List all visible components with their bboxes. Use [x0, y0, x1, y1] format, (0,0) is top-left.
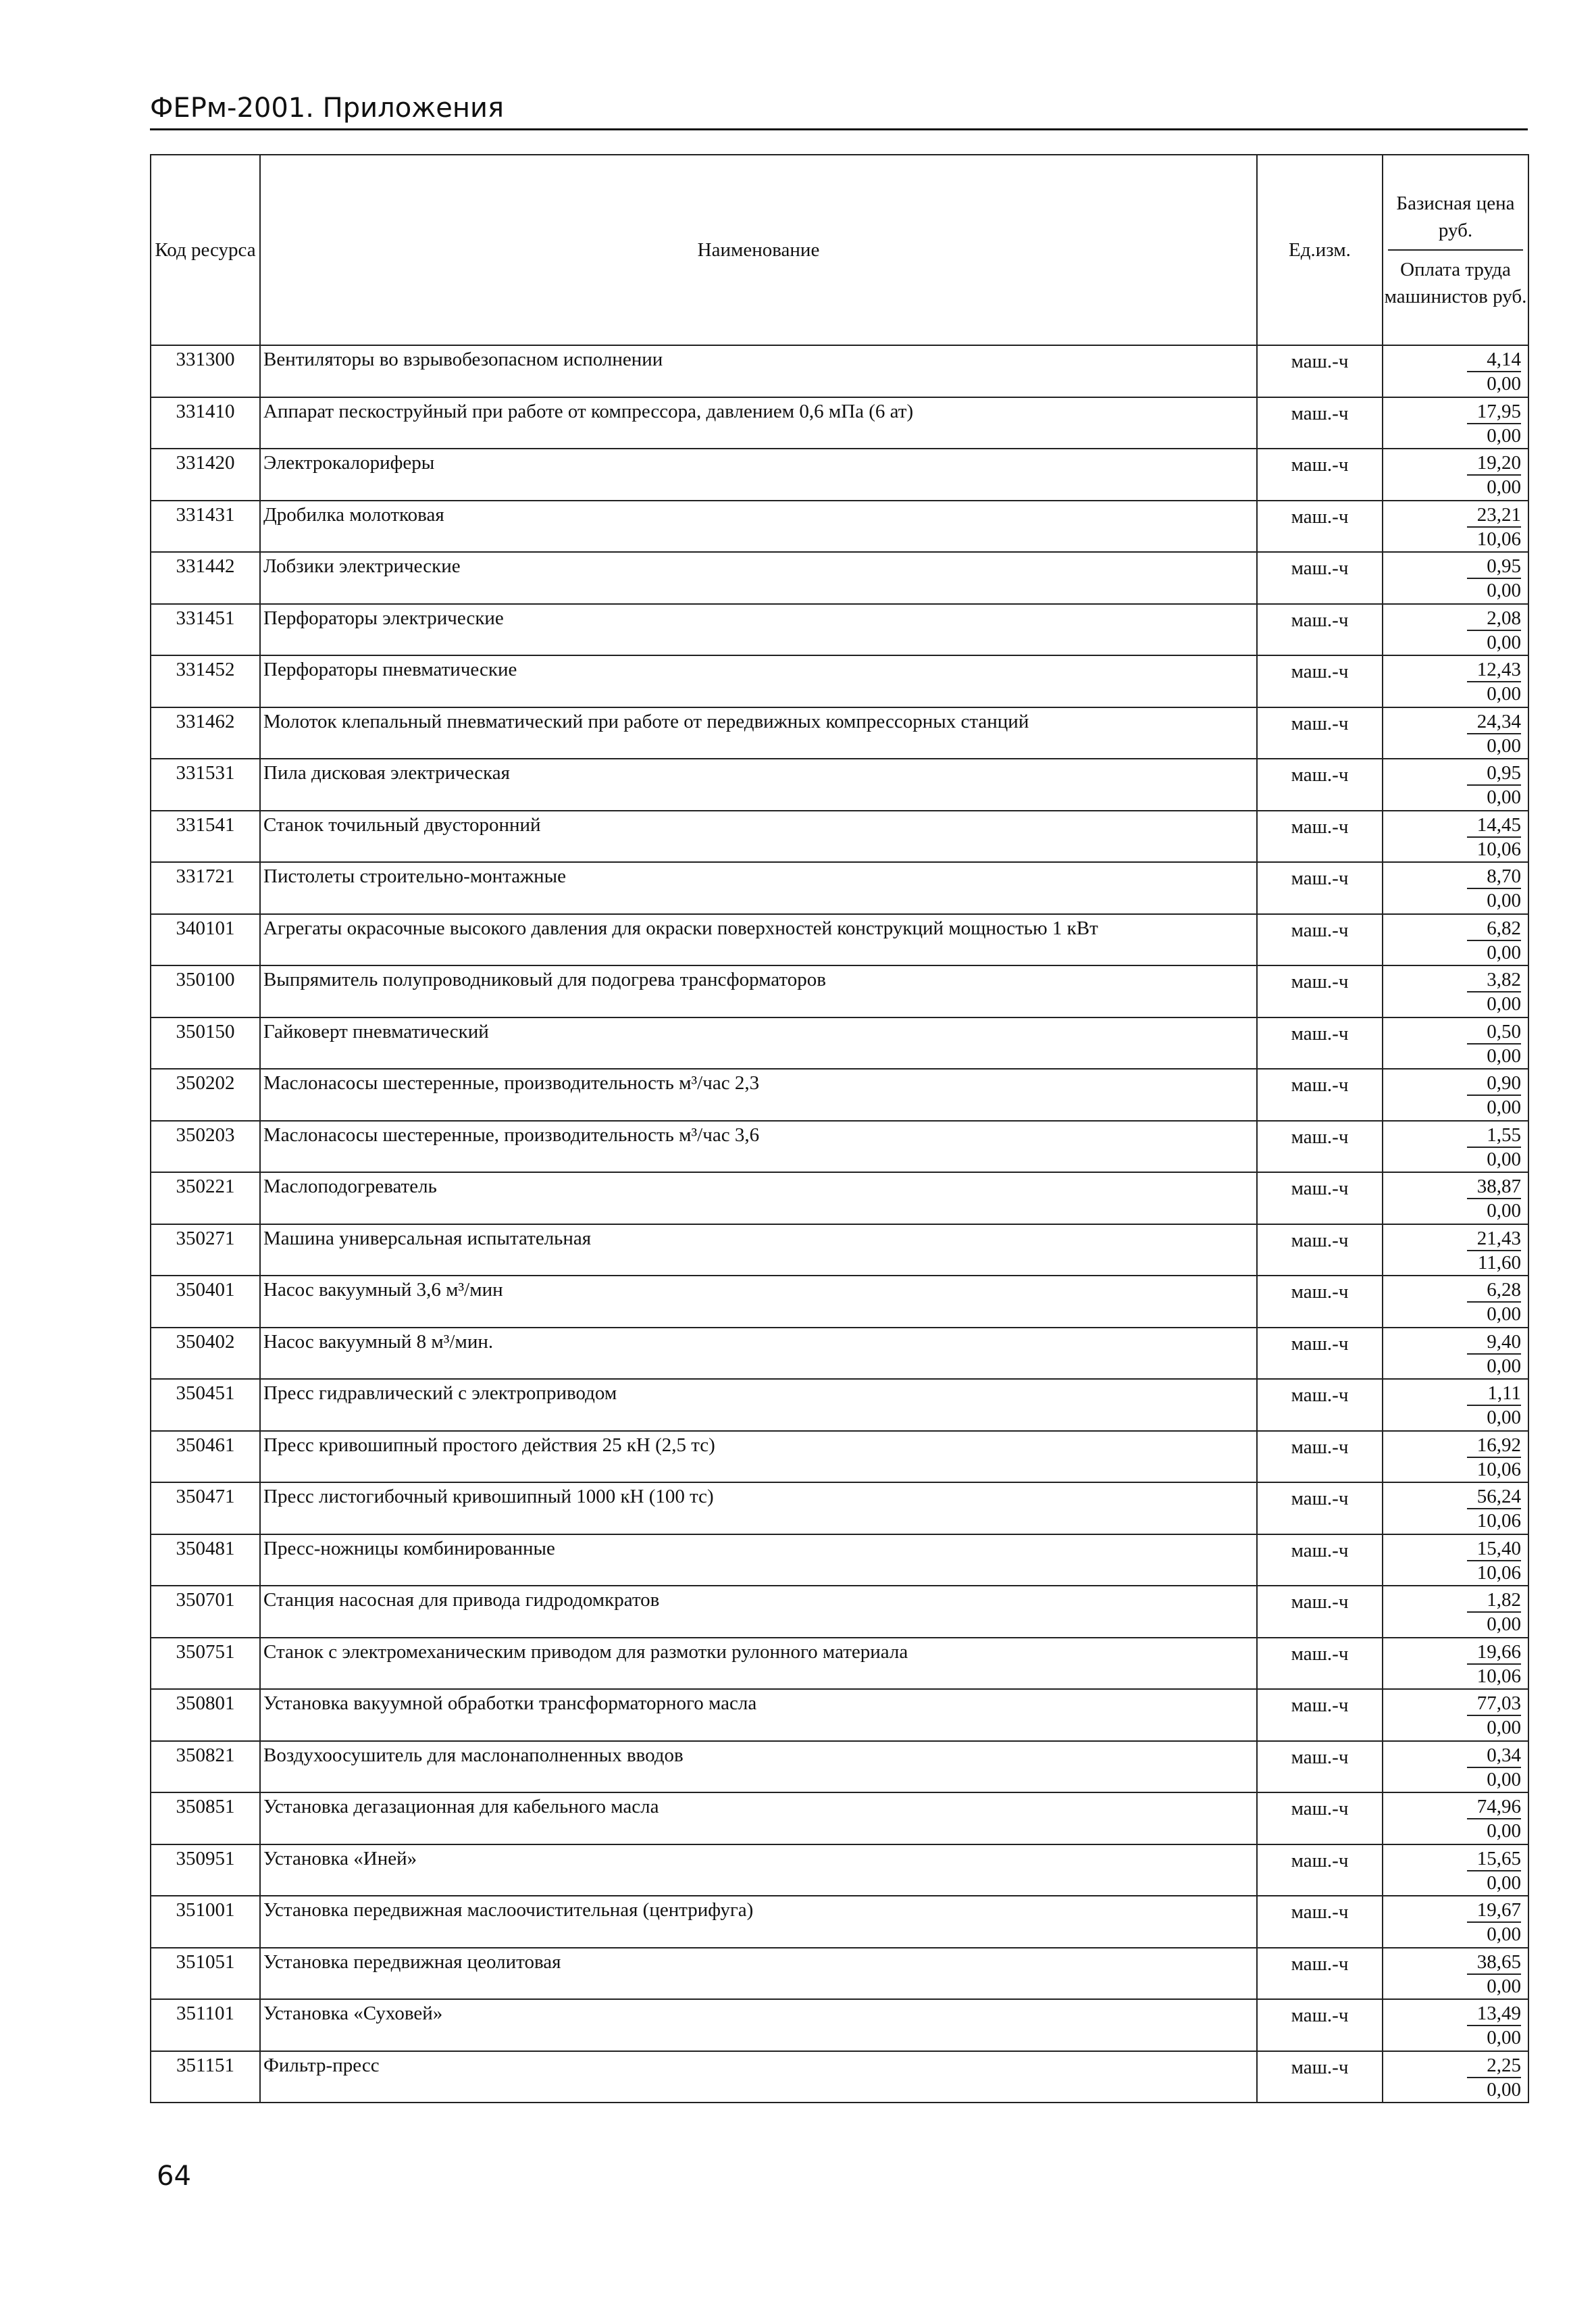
resource-unit: маш.-ч	[1257, 1328, 1383, 1380]
resource-unit: маш.-ч	[1257, 1482, 1383, 1534]
operator-pay: 0,00	[1487, 1355, 1521, 1377]
resource-code: 331721	[151, 862, 260, 914]
base-price: 8,70	[1467, 865, 1521, 889]
table-row	[151, 1534, 1528, 1586]
table-row	[151, 1948, 1528, 2000]
base-price: 17,95	[1467, 400, 1521, 424]
resource-code: 350203	[151, 1121, 260, 1173]
table-row	[151, 759, 1528, 811]
resource-name: Дробилка молотковая	[260, 501, 1257, 553]
resource-price	[1383, 1172, 1528, 1224]
base-price: 2,08	[1467, 607, 1521, 631]
operator-pay: 0,00	[1487, 734, 1521, 757]
resource-code: 331410	[151, 397, 260, 449]
table-row	[151, 1121, 1528, 1173]
resource-name: Маслонасосы шестеренные, производительность м³/час 2,3	[260, 1069, 1257, 1121]
resource-name: Пресс гидравлический с электроприводом	[260, 1379, 1257, 1431]
base-price: 6,28	[1467, 1278, 1521, 1303]
base-price: 19,67	[1467, 1898, 1521, 1923]
resource-code: 350402	[151, 1328, 260, 1380]
table-body	[151, 345, 1528, 2103]
base-price: 74,96	[1467, 1795, 1521, 1819]
table-row	[151, 811, 1528, 863]
resource-unit: маш.-ч	[1257, 1948, 1383, 2000]
resource-price	[1383, 914, 1528, 966]
resource-price	[1383, 1689, 1528, 1741]
operator-pay: 0,00	[1487, 1717, 1521, 1738]
resource-code: 350471	[151, 1482, 260, 1534]
table-row	[151, 604, 1528, 656]
resource-unit: маш.-ч	[1257, 759, 1383, 811]
resource-name: Перфораторы электрические	[260, 604, 1257, 656]
operator-pay: 0,00	[1487, 683, 1521, 705]
table-row	[151, 449, 1528, 501]
resource-name: Пресс листогибочный кривошипный 1000 кН (100 тс)	[260, 1482, 1257, 1534]
operator-pay: 0,00	[1487, 1097, 1521, 1118]
resource-price	[1383, 604, 1528, 656]
base-price: 0,95	[1467, 555, 1521, 579]
page-header-title: ФЕРм-2001. Приложения	[150, 89, 1528, 130]
base-price: 21,43	[1467, 1227, 1521, 1251]
table-row	[151, 1069, 1528, 1121]
column-header-code: Код ресурса	[151, 155, 260, 345]
base-price: 9,40	[1467, 1330, 1521, 1355]
operator-pay: 10,06	[1476, 1510, 1521, 1532]
table-row	[151, 1482, 1528, 1534]
resource-code: 351151	[151, 2051, 260, 2103]
resource-unit: маш.-ч	[1257, 1844, 1383, 1896]
base-price: 13,49	[1467, 2002, 1521, 2026]
base-price: 38,87	[1467, 1175, 1521, 1199]
resource-price	[1383, 862, 1528, 914]
resource-price	[1383, 1586, 1528, 1638]
resource-code: 331300	[151, 345, 260, 397]
resource-unit: маш.-ч	[1257, 965, 1383, 1017]
resource-name: Станция насосная для привода гидродомкратов	[260, 1586, 1257, 1638]
base-price: 1,55	[1467, 1124, 1521, 1148]
resource-name: Гайковерт пневматический	[260, 1017, 1257, 1070]
resource-price	[1383, 1121, 1528, 1173]
resource-code: 351101	[151, 1999, 260, 2051]
table-row	[151, 345, 1528, 397]
resource-price	[1383, 1276, 1528, 1328]
table-row	[151, 1172, 1528, 1224]
resource-price	[1383, 1999, 1528, 2051]
resource-unit: маш.-ч	[1257, 1172, 1383, 1224]
column-header-price-pay: Оплата труда машинистов руб.	[1384, 259, 1527, 307]
table-row	[151, 1844, 1528, 1896]
resource-code: 350461	[151, 1431, 260, 1483]
operator-pay: 0,00	[1487, 1975, 1521, 1997]
base-price: 15,65	[1467, 1847, 1521, 1871]
base-price: 16,92	[1467, 1434, 1521, 1458]
resource-unit: маш.-ч	[1257, 1999, 1383, 2051]
resource-unit: маш.-ч	[1257, 1017, 1383, 1070]
operator-pay: 10,06	[1476, 1665, 1521, 1687]
operator-pay: 10,06	[1476, 528, 1521, 550]
operator-pay: 0,00	[1487, 1871, 1521, 1894]
operator-pay: 0,00	[1487, 993, 1521, 1015]
resource-unit: маш.-ч	[1257, 449, 1383, 501]
operator-pay: 10,06	[1476, 838, 1521, 860]
resource-price	[1383, 1017, 1528, 1070]
base-price: 38,65	[1467, 1951, 1521, 1975]
base-price: 1,82	[1467, 1588, 1521, 1613]
resource-name: Установка дегазационная для кабельного масла	[260, 1792, 1257, 1844]
resource-price	[1383, 1534, 1528, 1586]
base-price: 0,90	[1467, 1072, 1521, 1096]
operator-pay: 0,00	[1487, 941, 1521, 963]
base-price: 2,25	[1467, 2054, 1521, 2078]
operator-pay: 0,00	[1487, 1045, 1521, 1067]
table-row	[151, 1224, 1528, 1276]
base-price: 77,03	[1467, 1692, 1521, 1716]
resource-code: 331431	[151, 501, 260, 553]
resource-name: Установка передвижная маслоочистительная (центрифуга)	[260, 1896, 1257, 1948]
resource-code: 351001	[151, 1896, 260, 1948]
resource-name: Маслонасосы шестеренные, производительность м³/час 3,6	[260, 1121, 1257, 1173]
page-number: 64	[157, 2161, 191, 2192]
column-header-price-base: Базисная цена руб.	[1396, 193, 1515, 241]
resource-name: Выпрямитель полупроводниковый для подогрева трансформаторов	[260, 965, 1257, 1017]
resource-name: Установка вакуумной обработки трансформаторного масла	[260, 1689, 1257, 1741]
resource-unit: маш.-ч	[1257, 1379, 1383, 1431]
operator-pay: 0,00	[1487, 1303, 1521, 1325]
base-price: 15,40	[1467, 1537, 1521, 1561]
column-header-unit: Ед.изм.	[1257, 155, 1383, 345]
base-price: 14,45	[1467, 813, 1521, 838]
resource-code: 350202	[151, 1069, 260, 1121]
operator-pay: 0,00	[1487, 890, 1521, 911]
operator-pay: 0,00	[1487, 786, 1521, 808]
resource-price	[1383, 965, 1528, 1017]
resource-unit: маш.-ч	[1257, 1689, 1383, 1741]
table-row	[151, 501, 1528, 553]
base-price: 19,66	[1467, 1640, 1521, 1665]
resource-code: 350401	[151, 1276, 260, 1328]
resource-name: Установка «Суховей»	[260, 1999, 1257, 2051]
resource-unit: маш.-ч	[1257, 862, 1383, 914]
operator-pay: 0,00	[1487, 1613, 1521, 1635]
resource-price	[1383, 1792, 1528, 1844]
resource-code: 331420	[151, 449, 260, 501]
resource-unit: маш.-ч	[1257, 1792, 1383, 1844]
operator-pay: 0,00	[1487, 373, 1521, 395]
resource-price	[1383, 759, 1528, 811]
resource-code: 340101	[151, 914, 260, 966]
resource-name: Станок точильный двусторонний	[260, 811, 1257, 863]
table-row	[151, 552, 1528, 604]
resource-unit: маш.-ч	[1257, 1586, 1383, 1638]
resource-code: 350481	[151, 1534, 260, 1586]
resource-unit: маш.-ч	[1257, 552, 1383, 604]
table-row	[151, 397, 1528, 449]
table-row	[151, 1896, 1528, 1948]
operator-pay: 0,00	[1487, 476, 1521, 498]
resource-name: Машина универсальная испытательная	[260, 1224, 1257, 1276]
resource-name: Электрокалориферы	[260, 449, 1257, 501]
table-row	[151, 914, 1528, 966]
operator-pay: 0,00	[1487, 1820, 1521, 1842]
resource-code: 350701	[151, 1586, 260, 1638]
base-price: 0,95	[1467, 761, 1521, 786]
resource-price	[1383, 1482, 1528, 1534]
resource-price	[1383, 2051, 1528, 2103]
table-row	[151, 1638, 1528, 1690]
base-price: 1,11	[1467, 1382, 1521, 1406]
resource-price	[1383, 1638, 1528, 1690]
resource-price	[1383, 707, 1528, 759]
resource-code: 350851	[151, 1792, 260, 1844]
resource-unit: маш.-ч	[1257, 1638, 1383, 1690]
base-price: 23,21	[1467, 503, 1521, 528]
column-header-price	[1383, 155, 1528, 345]
resource-code: 350271	[151, 1224, 260, 1276]
resource-unit: маш.-ч	[1257, 655, 1383, 707]
resource-code: 350751	[151, 1638, 260, 1690]
base-price: 12,43	[1467, 658, 1521, 682]
operator-pay: 0,00	[1487, 424, 1521, 447]
resource-code: 331452	[151, 655, 260, 707]
resource-code: 350100	[151, 965, 260, 1017]
base-price: 19,20	[1467, 451, 1521, 476]
resource-code: 331531	[151, 759, 260, 811]
resource-price	[1383, 655, 1528, 707]
resource-price	[1383, 501, 1528, 553]
operator-pay: 10,06	[1476, 1561, 1521, 1584]
table-row	[151, 1586, 1528, 1638]
table-row	[151, 1328, 1528, 1380]
resource-code: 331541	[151, 811, 260, 863]
resource-name: Перфораторы пневматические	[260, 655, 1257, 707]
resource-code: 331451	[151, 604, 260, 656]
resource-name: Пресс кривошипный простого действия 25 кН (2,5 тс)	[260, 1431, 1257, 1483]
resource-unit: маш.-ч	[1257, 1224, 1383, 1276]
resource-unit: маш.-ч	[1257, 345, 1383, 397]
resource-price	[1383, 1379, 1528, 1431]
resource-name: Пресс-ножницы комбинированные	[260, 1534, 1257, 1586]
resource-code: 350801	[151, 1689, 260, 1741]
resource-code: 350150	[151, 1017, 260, 1070]
table-row	[151, 1741, 1528, 1793]
operator-pay: 0,00	[1487, 1148, 1521, 1170]
table-row	[151, 1431, 1528, 1483]
table-row	[151, 1999, 1528, 2051]
resource-price	[1383, 1844, 1528, 1896]
resource-name: Агрегаты окрасочные высокого давления для окраски поверхностей конструкций мощностью 1 кВт	[260, 914, 1257, 966]
resource-unit: маш.-ч	[1257, 1121, 1383, 1173]
operator-pay: 11,60	[1477, 1251, 1521, 1274]
resource-unit: маш.-ч	[1257, 1069, 1383, 1121]
base-price: 0,34	[1467, 1744, 1521, 1768]
column-header-name: Наименование	[260, 155, 1257, 345]
resource-price-table	[150, 154, 1529, 2103]
table-row	[151, 965, 1528, 1017]
table-header-row	[151, 155, 1528, 345]
resource-price	[1383, 1896, 1528, 1948]
resource-price	[1383, 1069, 1528, 1121]
resource-code: 350451	[151, 1379, 260, 1431]
resource-name: Пила дисковая электрическая	[260, 759, 1257, 811]
resource-price	[1383, 1328, 1528, 1380]
resource-unit: маш.-ч	[1257, 707, 1383, 759]
resource-code: 350221	[151, 1172, 260, 1224]
table-row	[151, 707, 1528, 759]
resource-name: Лобзики электрические	[260, 552, 1257, 604]
resource-name: Пистолеты строительно-монтажные	[260, 862, 1257, 914]
table-row	[151, 2051, 1528, 2103]
resource-name: Насос вакуумный 3,6 м³/мин	[260, 1276, 1257, 1328]
resource-unit: маш.-ч	[1257, 914, 1383, 966]
table-row	[151, 655, 1528, 707]
resource-name: Установка передвижная цеолитовая	[260, 1948, 1257, 2000]
resource-name: Станок с электромеханическим приводом для размотки рулонного материала	[260, 1638, 1257, 1690]
resource-name: Аппарат пескоструйный при работе от компрессора, давлением 0,6 мПа (6 ат)	[260, 397, 1257, 449]
operator-pay: 0,00	[1487, 580, 1521, 601]
table-row	[151, 1689, 1528, 1741]
operator-pay: 0,00	[1487, 1768, 1521, 1790]
resource-price	[1383, 1431, 1528, 1483]
resource-code: 331442	[151, 552, 260, 604]
resource-unit: маш.-ч	[1257, 2051, 1383, 2103]
base-price: 3,82	[1467, 968, 1521, 992]
operator-pay: 0,00	[1487, 631, 1521, 653]
resource-price	[1383, 1224, 1528, 1276]
base-price: 6,82	[1467, 917, 1521, 941]
resource-unit: маш.-ч	[1257, 1431, 1383, 1483]
resource-unit: маш.-ч	[1257, 1276, 1383, 1328]
resource-name: Молоток клепальный пневматический при работе от передвижных компрессорных станций	[260, 707, 1257, 759]
table-row	[151, 1792, 1528, 1844]
resource-code: 350821	[151, 1741, 260, 1793]
resource-unit: маш.-ч	[1257, 501, 1383, 553]
resource-name: Насос вакуумный 8 м³/мин.	[260, 1328, 1257, 1380]
table-row	[151, 1276, 1528, 1328]
resource-price	[1383, 345, 1528, 397]
base-price: 56,24	[1467, 1485, 1521, 1509]
table-row	[151, 862, 1528, 914]
resource-name: Фильтр-пресс	[260, 2051, 1257, 2103]
resource-unit: маш.-ч	[1257, 811, 1383, 863]
resource-name: Установка «Иней»	[260, 1844, 1257, 1896]
base-price: 0,50	[1467, 1020, 1521, 1045]
operator-pay: 0,00	[1487, 1923, 1521, 1945]
table-row	[151, 1379, 1528, 1431]
base-price: 4,14	[1467, 348, 1521, 372]
resource-unit: маш.-ч	[1257, 1534, 1383, 1586]
resource-price	[1383, 552, 1528, 604]
operator-pay: 0,00	[1487, 1407, 1521, 1428]
resource-unit: маш.-ч	[1257, 1741, 1383, 1793]
resource-price	[1383, 397, 1528, 449]
resource-price	[1383, 449, 1528, 501]
resource-unit: маш.-ч	[1257, 397, 1383, 449]
resource-code: 351051	[151, 1948, 260, 2000]
resource-unit: маш.-ч	[1257, 604, 1383, 656]
base-price: 24,34	[1467, 710, 1521, 734]
resource-code: 350951	[151, 1844, 260, 1896]
resource-name: Маслоподогреватель	[260, 1172, 1257, 1224]
resource-unit: маш.-ч	[1257, 1896, 1383, 1948]
operator-pay: 10,06	[1476, 1458, 1521, 1480]
operator-pay: 0,00	[1487, 1200, 1521, 1222]
table-row	[151, 1017, 1528, 1070]
resource-code: 331462	[151, 707, 260, 759]
operator-pay: 0,00	[1487, 2027, 1521, 2048]
resource-price	[1383, 1741, 1528, 1793]
operator-pay: 0,00	[1487, 2078, 1521, 2101]
resource-name: Вентиляторы во взрывобезопасном исполнении	[260, 345, 1257, 397]
resource-price	[1383, 1948, 1528, 2000]
resource-name: Воздухоосушитель для маслонаполненных вводов	[260, 1741, 1257, 1793]
resource-price	[1383, 811, 1528, 863]
